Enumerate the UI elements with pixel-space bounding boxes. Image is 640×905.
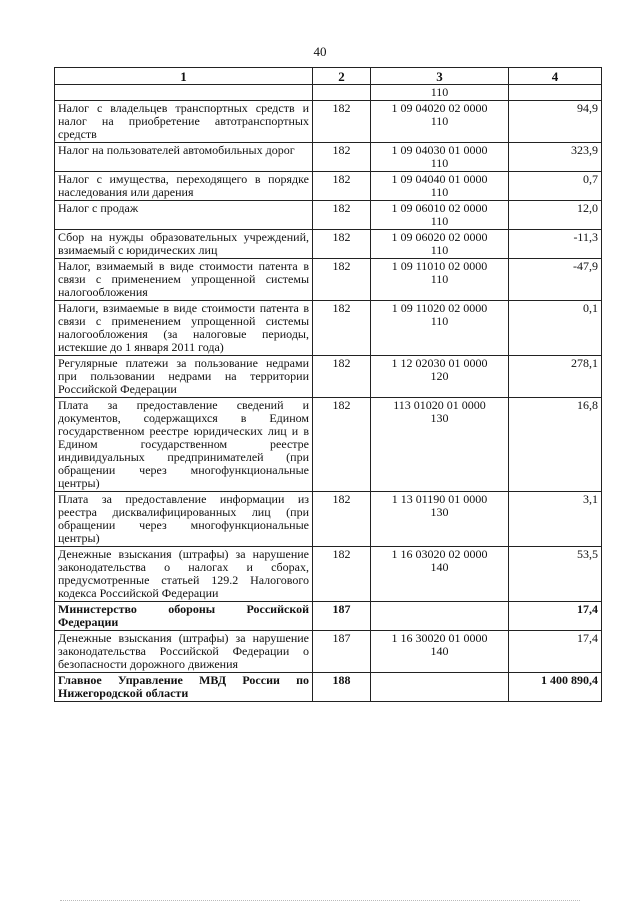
row-amount: 17,4 — [509, 631, 602, 673]
row-revenue-code — [371, 101, 509, 143]
row-revenue-code — [371, 398, 509, 492]
row-admin-code: 182 — [313, 356, 371, 398]
table-row — [55, 101, 602, 143]
revenue-code-line: 1 16 03020 02 0000 — [391, 547, 488, 561]
row-name: Налог, взимаемый в виде стоимости патента в связи с применением упрощенной системы налогообложения — [55, 259, 313, 301]
row-amount: 3,1 — [509, 492, 602, 547]
table-row — [55, 201, 602, 230]
revenue-code-line: 1 09 11020 02 0000 — [391, 301, 488, 315]
row-amount: -11,3 — [509, 230, 602, 259]
row-revenue-code — [371, 172, 509, 201]
revenue-code-line: 140 — [430, 560, 449, 574]
revenue-code-line: 1 09 04040 01 0000 — [391, 172, 488, 186]
revenue-code-line: 1 16 30020 01 0000 — [391, 631, 488, 645]
table-row — [55, 172, 602, 201]
row-revenue-code — [371, 230, 509, 259]
table-row — [55, 602, 602, 631]
row-revenue-code — [371, 492, 509, 547]
table-row — [55, 230, 602, 259]
revenue-code-line: 113 01020 01 0000 — [393, 398, 486, 412]
revenue-code-line: 110 — [430, 156, 449, 170]
column-header-4: 4 — [509, 68, 602, 85]
row-amount: 17,4 — [509, 602, 602, 631]
row-admin-code: 187 — [313, 602, 371, 631]
row-name: Налог с имущества, переходящего в порядке наследования или дарения — [55, 172, 313, 201]
row-revenue-code — [371, 356, 509, 398]
table-row — [55, 631, 602, 673]
row-revenue-code — [371, 602, 509, 631]
row-revenue-code — [371, 259, 509, 301]
row-amount: 1 400 890,4 — [509, 673, 602, 702]
row-name: Плата за предоставление сведений и документов, содержащихся в Едином государственном реестре юридических лиц и в Едином государственном реестре индивидуальных предпринимателей (при обращении через многофункциональные центры) — [55, 398, 313, 492]
revenue-code-line: 1 09 06010 02 0000 — [391, 201, 488, 215]
table-row — [55, 301, 602, 356]
row-name: Сбор на нужды образовательных учреждений, взимаемый с юридических лиц — [55, 230, 313, 259]
revenue-code-line: 110 — [430, 314, 449, 328]
column-header-3: 3 — [371, 68, 509, 85]
row-revenue-code — [371, 631, 509, 673]
row-revenue-code — [371, 85, 509, 101]
revenue-code-line: 1 09 11010 02 0000 — [391, 259, 488, 273]
row-amount — [509, 85, 602, 101]
row-revenue-code — [371, 143, 509, 172]
revenue-code-line: 1 09 04020 02 0000 — [391, 101, 488, 115]
revenue-code-line: 110 — [430, 243, 449, 257]
budget-revenue-table — [54, 67, 602, 702]
row-admin-code: 182 — [313, 259, 371, 301]
row-admin-code: 182 — [313, 172, 371, 201]
revenue-code-line: 110 — [430, 214, 449, 228]
row-revenue-code — [371, 201, 509, 230]
row-revenue-code — [371, 301, 509, 356]
row-admin-code: 182 — [313, 101, 371, 143]
row-admin-code — [313, 85, 371, 101]
row-name: Налог на пользователей автомобильных дорог — [55, 143, 313, 172]
row-amount: 0,1 — [509, 301, 602, 356]
revenue-code-line: 110 — [430, 185, 449, 199]
row-admin-code: 182 — [313, 547, 371, 602]
page-number: 40 — [313, 44, 327, 59]
revenue-code-line: 130 — [430, 505, 449, 519]
row-amount: 323,9 — [509, 143, 602, 172]
column-header-1: 1 — [55, 68, 313, 85]
row-amount: -47,9 — [509, 259, 602, 301]
revenue-code-line: 110 — [430, 85, 449, 99]
table-row — [55, 143, 602, 172]
table-row — [55, 85, 602, 101]
row-name: Плата за предоставление информации из реестра дисквалифицированных лиц (при обращении через многофункциональные центры) — [55, 492, 313, 547]
table-row — [55, 259, 602, 301]
row-name: Налог с продаж — [55, 201, 313, 230]
row-admin-code: 182 — [313, 301, 371, 356]
table-row — [55, 673, 602, 702]
revenue-code-line: 130 — [430, 411, 449, 425]
row-admin-code: 182 — [313, 143, 371, 172]
row-name: Регулярные платежи за пользование недрами при пользовании недрами на территории Российской Федерации — [55, 356, 313, 398]
row-name: Главное Управление МВД России по Нижегородской области — [55, 673, 313, 702]
row-amount: 0,7 — [509, 172, 602, 201]
row-name — [55, 85, 313, 101]
table-row — [55, 356, 602, 398]
revenue-code-line: 1 12 02030 01 0000 — [391, 356, 488, 370]
revenue-code-line: 1 09 06020 02 0000 — [391, 230, 488, 244]
revenue-code-line: 110 — [430, 272, 449, 286]
table-row — [55, 492, 602, 547]
column-header-2: 2 — [313, 68, 371, 85]
row-amount: 94,9 — [509, 101, 602, 143]
row-name: Налог с владельцев транспортных средств и налог на приобретение автотранспортных средств — [55, 101, 313, 143]
revenue-code-line: 1 09 04030 01 0000 — [391, 143, 488, 157]
revenue-code-line: 1 13 01190 01 0000 — [391, 492, 488, 506]
scan-artifact-line — [60, 900, 580, 903]
row-revenue-code — [371, 547, 509, 602]
row-amount: 278,1 — [509, 356, 602, 398]
row-amount: 16,8 — [509, 398, 602, 492]
row-amount: 53,5 — [509, 547, 602, 602]
revenue-code-line: 140 — [430, 644, 449, 658]
row-name: Министерство обороны Российской Федерации — [55, 602, 313, 631]
revenue-code-line: 120 — [430, 369, 449, 383]
row-admin-code: 187 — [313, 631, 371, 673]
row-admin-code: 182 — [313, 201, 371, 230]
row-name: Денежные взыскания (штрафы) за нарушение законодательства Российской Федерации о безопасности дорожного движения — [55, 631, 313, 673]
row-amount: 12,0 — [509, 201, 602, 230]
table-header-row — [55, 68, 602, 85]
row-admin-code: 182 — [313, 230, 371, 259]
row-admin-code: 188 — [313, 673, 371, 702]
table-row — [55, 398, 602, 492]
row-name: Денежные взыскания (штрафы) за нарушение законодательства о налогах и сборах, предусмотренные статьей 129.2 Налогового кодекса Российской Федерации — [55, 547, 313, 602]
table-row — [55, 547, 602, 602]
table-body — [55, 85, 602, 702]
row-admin-code: 182 — [313, 398, 371, 492]
row-revenue-code — [371, 673, 509, 702]
row-name: Налоги, взимаемые в виде стоимости патента в связи с применением упрощенной системы налогообложения (за налоговые периоды, истекшие до 1 января 2011 года) — [55, 301, 313, 356]
row-admin-code: 182 — [313, 492, 371, 547]
revenue-code-line: 110 — [430, 114, 449, 128]
